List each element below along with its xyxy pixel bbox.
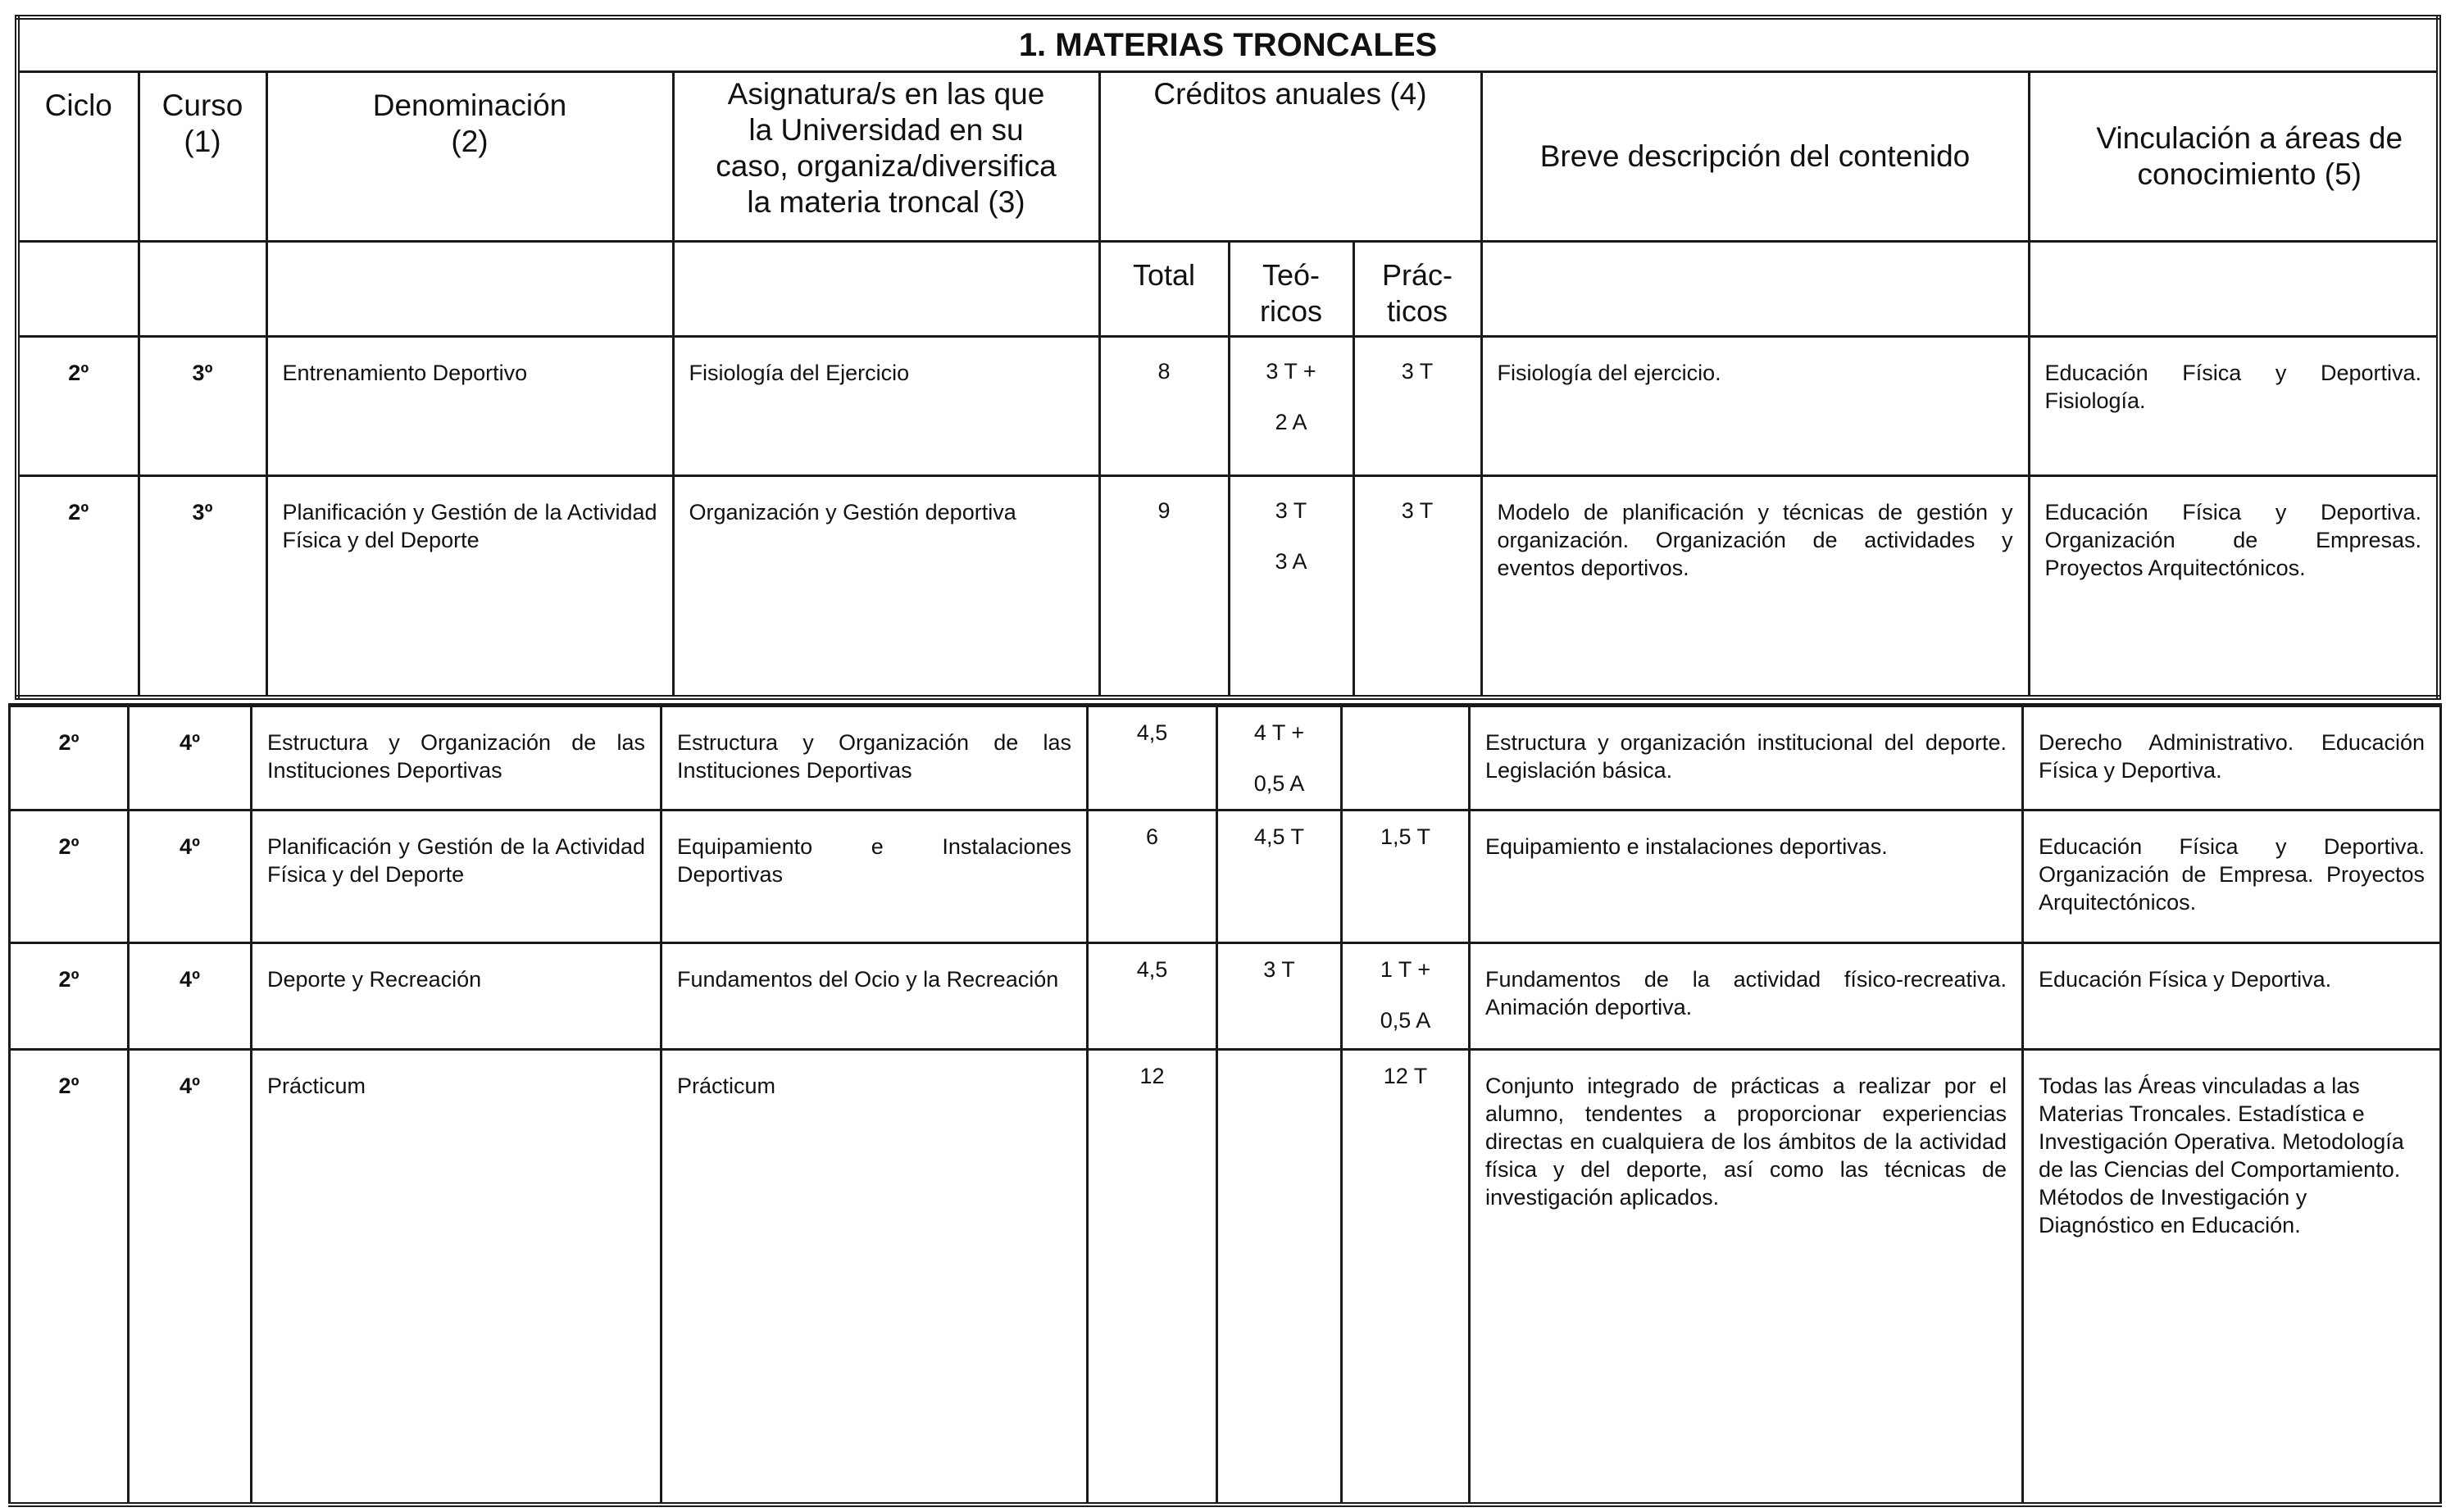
cell-total: 4,5 [1088,706,1217,810]
cell-practicos: 1 T + 0,5 A [1342,943,1470,1050]
cell-practicos: 12 T [1342,1050,1470,1505]
cell-descripcion: Modelo de planificación y técnicas de gestión y organización. Organización de actividades y eventos deportivos. [1481,475,2029,697]
materias-troncales-table-bottom [8,703,2442,1507]
cell-denominacion: Entrenamiento Deportivo [266,336,673,475]
cell-curso: 3º [139,336,266,475]
header-descripcion: Breve descripción del contenido [1481,72,2029,242]
cell-descripcion: Equipamiento e instalaciones deportivas. [1470,810,2023,943]
subheader-empty [2029,242,2439,336]
table-row [17,475,2439,697]
subheader-empty [1481,242,2029,336]
cell-curso: 3º [139,475,266,697]
cell-denominacion: Prácticum [252,1050,662,1505]
cell-total: 9 [1099,475,1229,697]
cell-asignatura: Equipamiento e Instalaciones Deportivas [662,810,1088,943]
cell-asignatura: Prácticum [662,1050,1088,1505]
subheader-empty [17,242,139,336]
cell-teoricos: 3 T [1217,943,1342,1050]
cell-total: 8 [1099,336,1229,475]
cell-ciclo: 2º [17,336,139,475]
cell-denominacion: Estructura y Organización de las Instituciones Deportivas [252,706,662,810]
cell-curso: 4º [129,810,252,943]
cell-descripcion: Estructura y organización institucional del deporte. Legislación básica. [1470,706,2023,810]
cell-curso: 4º [129,1050,252,1505]
cell-practicos: 1,5 T [1342,810,1470,943]
cell-vinculacion: Educación Física y Deportiva. [2023,943,2441,1050]
cell-descripcion: Fisiología del ejercicio. [1481,336,2029,475]
subheader-practicos: Prác-ticos [1353,242,1481,336]
subheader-empty [266,242,673,336]
cell-total: 6 [1088,810,1217,943]
cell-asignatura: Organización y Gestión deportiva [673,475,1099,697]
table-row [10,810,2441,943]
header-curso: Curso (1) [139,72,266,242]
subheader-empty [139,242,266,336]
cell-asignatura: Fundamentos del Ocio y la Recreación [662,943,1088,1050]
cell-denominacion: Planificación y Gestión de la Actividad Física y del Deporte [266,475,673,697]
cell-ciclo: 2º [10,943,129,1050]
header-vinculacion: Vinculación a áreas de conocimiento (5) [2029,72,2439,242]
cell-descripcion: Conjunto integrado de prácticas a realizar por el alumno, tendentes a proporcionar experiencias directas en cualquiera de los ámbitos de la actividad física y del deporte, así como las técnicas de investigación aplicados. [1470,1050,2023,1505]
header-creditos: Créditos anuales (4) [1099,72,1481,242]
subheader-total: Total [1099,242,1229,336]
subheader-empty [673,242,1099,336]
cell-asignatura: Estructura y Organización de las Instituciones Deportivas [662,706,1088,810]
materias-troncales-table-top [15,15,2441,700]
cell-teoricos: 4,5 T [1217,810,1342,943]
cell-total: 4,5 [1088,943,1217,1050]
cell-ciclo: 2º [17,475,139,697]
cell-curso: 4º [129,943,252,1050]
subheader-teoricos: Teó-ricos [1229,242,1353,336]
table-row [17,336,2439,475]
cell-denominacion: Deporte y Recreación [252,943,662,1050]
cell-ciclo: 2º [10,1050,129,1505]
cell-practicos [1342,706,1470,810]
cell-practicos: 3 T [1353,336,1481,475]
table-title: 1. MATERIAS TRONCALES [17,17,2439,72]
table-row [10,706,2441,810]
cell-total: 12 [1088,1050,1217,1505]
cell-descripcion: Fundamentos de la actividad físico-recreativa. Animación deportiva. [1470,943,2023,1050]
cell-ciclo: 2º [10,706,129,810]
cell-curso: 4º [129,706,252,810]
cell-denominacion: Planificación y Gestión de la Actividad Física y del Deporte [252,810,662,943]
header-denominacion: Denominación (2) [266,72,673,242]
header-asignaturas: Asignatura/s en las que la Universidad en su caso, organiza/diversifica la materia troncal (3) [673,72,1099,242]
cell-vinculacion: Educación Física y Deportiva. Organización de Empresa. Proyectos Arquitectónicos. [2023,810,2441,943]
cell-ciclo: 2º [10,810,129,943]
cell-teoricos: 3 T + 2 A [1229,336,1353,475]
header-ciclo: Ciclo [17,72,139,242]
table-row [10,1050,2441,1505]
cell-teoricos: 4 T + 0,5 A [1217,706,1342,810]
cell-vinculacion: Todas las Áreas vinculadas a las Materias Troncales. Estadística e Investigación Operativa. Metodología de las Ciencias del Comportamiento. Métodos de Investigación y Diagnóstico en Educación. [2023,1050,2441,1505]
cell-vinculacion: Derecho Administrativo. Educación Física y Deportiva. [2023,706,2441,810]
cell-vinculacion: Educación Física y Deportiva. Organización de Empresas. Proyectos Arquitectónicos. [2029,475,2439,697]
cell-teoricos [1217,1050,1342,1505]
table-row [10,943,2441,1050]
cell-practicos: 3 T [1353,475,1481,697]
cell-teoricos: 3 T 3 A [1229,475,1353,697]
cell-vinculacion: Educación Física y Deportiva. Fisiología. [2029,336,2439,475]
cell-asignatura: Fisiología del Ejercicio [673,336,1099,475]
